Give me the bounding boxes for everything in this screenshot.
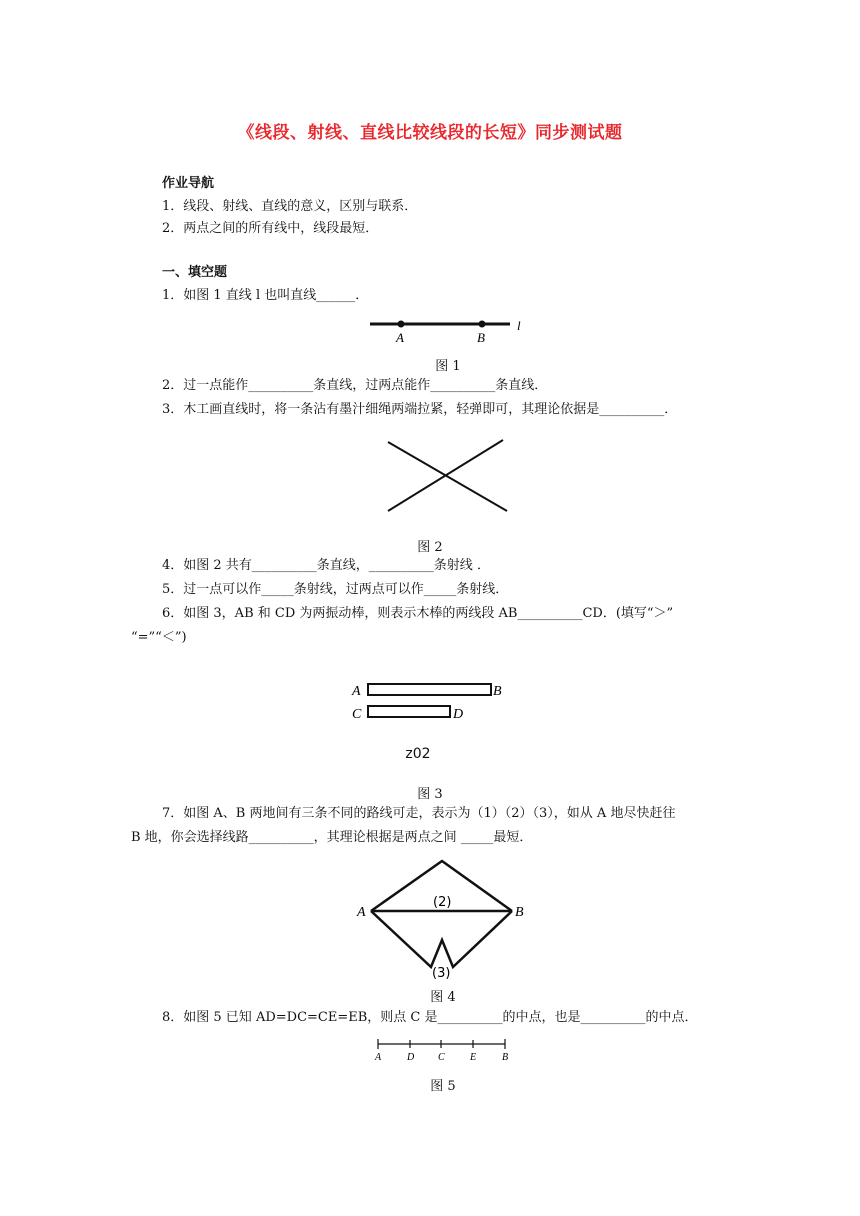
question-5: 5．过一点可以作_____条射线，过两点可以作_____条射线． — [162, 582, 509, 597]
line-label: l — [517, 318, 521, 333]
question-7-line2: B 地，你会选择线路__________，其理论根据是两点之间 _____最短． — [131, 830, 533, 845]
point-label: D — [407, 1052, 415, 1063]
figure-2-caption: 图 2 — [417, 540, 443, 555]
point-label: B — [502, 1052, 509, 1063]
figure-4-caption: 图 4 — [430, 990, 456, 1005]
guide-item: 2．两点之间的所有线中，线段最短． — [162, 221, 379, 236]
figure-5-segment — [370, 1036, 515, 1064]
route-label: (3) — [432, 966, 451, 980]
point-label: B — [493, 684, 502, 699]
question-6-line2: “=”“＜”) — [131, 630, 187, 645]
point-label: B — [515, 905, 524, 920]
figure-4-routes — [355, 858, 535, 980]
figure-3-rods — [345, 678, 515, 724]
guide-heading: 作业导航 — [162, 176, 215, 191]
point-label: A — [396, 330, 404, 345]
point-label: C — [352, 707, 362, 722]
figure-1-caption: 图 1 — [435, 359, 461, 374]
page-title: 《线段、射线、直线比较线段的长短》同步测试题 — [237, 123, 623, 143]
question-7-line1: 7．如图 A、B 两地间有三条不同的路线可走，表示为（1）（2）（3），如从 A 地尽快赶往 — [162, 806, 676, 821]
question-2: 2．过一点能作__________条直线，过两点能作__________条直线． — [162, 378, 548, 393]
section-heading: 一、填空题 — [162, 265, 228, 280]
point-label: E — [470, 1052, 477, 1063]
point-label: A — [375, 1052, 382, 1063]
point-label: C — [438, 1052, 445, 1063]
figure-1-line — [360, 312, 540, 346]
question-6-line1: 6．如图 3，AB 和 CD 为两振动棒，则表示木棒的两线段 AB__________CD．(填写“＞” — [162, 606, 674, 621]
question-8: 8．如图 5 已知 AD=DC=CE=EB，则点 C 是__________的中点，也是__________的中点． — [162, 1010, 698, 1025]
question-4: 4．如图 2 共有__________条直线，__________条射线 ． — [162, 558, 490, 573]
point-label: D — [453, 707, 464, 722]
point-label: A — [352, 684, 361, 699]
figure-5-caption: 图 5 — [430, 1079, 456, 1094]
question-3: 3．木工画直线时，将一条沾有墨汁细绳两端拉紧，轻弹即可，其理论依据是__________． — [162, 402, 678, 417]
question-1: 1．如图 1 直线 l 也叫直线______． — [162, 288, 369, 303]
point-label: A — [357, 905, 366, 920]
figure-3-code: z02 — [405, 746, 431, 762]
figure-3-caption: 图 3 — [417, 787, 443, 802]
figure-2-crossing-lines — [385, 436, 510, 514]
point-label: B — [477, 330, 485, 345]
route-label: (2) — [433, 895, 452, 910]
guide-item: 1．线段、射线、直线的意义，区别与联系． — [162, 199, 418, 214]
